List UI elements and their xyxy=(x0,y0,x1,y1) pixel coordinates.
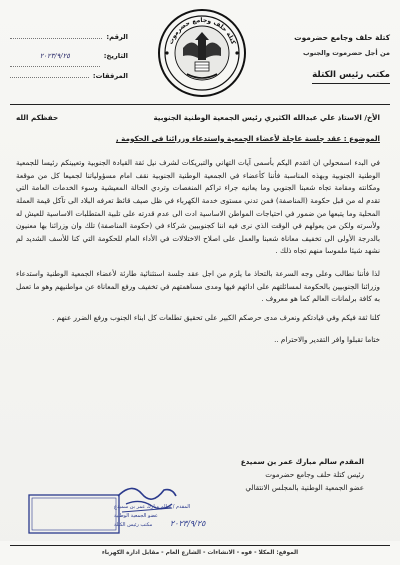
seal-ring-text: كتلة حلف وجامع حضرموت xyxy=(167,16,237,46)
body-paragraph: لذا فأننا نطالب وعلى وجه السرعة بالتحاذ ما يلزم من اجل عقد جلسة استثنائية طارئة لأعضاء الجمعية الوطنية واستدعاء وزرائنا الجنوبيين بالحكومة لمسائلتهم على ادائهم فيها ومدى مساهمتهم في تخفيف ورفع المعاناة عن مواطنيهم وهو ما تعمل به كافة برلمانات العالم كما هو معروف . xyxy=(16,268,380,304)
letter-body xyxy=(16,112,380,353)
organization-name: كتلة حلف وجامع حضرموت xyxy=(294,33,390,42)
addressee: الأخ/ الاستاذ علي عبدالله الكثيري رئيس الجمعية الوطنية الجنوبية xyxy=(153,113,380,122)
signature-block xyxy=(164,455,364,495)
footer-divider xyxy=(10,545,390,546)
attachments-label: المرفقات: xyxy=(92,72,128,80)
reference-number-row xyxy=(10,28,128,47)
date-value: ٢٠٢٣/٩/٢٥ xyxy=(10,47,100,67)
stamp-text-line1: المقدم / سالم مبارك عمر بن سميدع xyxy=(114,504,191,510)
body-paragraph: في البدء اسمحولي ان اتقدم اليكم بأسمى آيات التهاني والتبريكات لشرف نيل ثقة القيادة الجنوبية وتعيينكم رئيسا للجمعية الوطنية الجنوبية وبهذه المناسبة فأننا كأعضاء في الجمعية الوطنية الجنوبية نقف امام مسؤولياتنا لجميعا كل من موقعة ومكانته ومقامة تجاه شعبنا الجنوبي وما يعانيه جراء تراكم المنغصات وتردي الحالة المعيشية وسوء الخدمات العامة التي تقدم له من قبل حكومة (المناصفة) فمن تدني مستوى خدمة الكهرباء في ظل صيف قائظ تعرفه البلاد الى تآكل قيمة العملة المحلية وما يتبعها من ضمور في احتياجات المواطن الاساسية ادت الى عدم قدرته على تلبية المتطلبات الاساسية للعيش له ولأسرته ولكن من يعولهم في الوقت الذي نرى فيه اننا كجنوبيين شركاء في (حكومة المناصفة) تلك وان وزرائنا بها معنيون بالدرجة الأولى الى تخفيف معاناة شعبنا والعمل على اصلاح الاختلالات في الأداء العام للحكومة التي كنا للأسف الشديد لم نشهد شيئا ملموسا منهم تجاه ذلك . xyxy=(16,158,380,256)
subject-line: الموضوع : عقد جلسة عاجلة لأعضاء الجمعية واستدعاء وزرائنا في الحكومة , xyxy=(115,133,380,143)
body-paragraph: كلنا ثقة فيكم وفي قيادتكم ونعرف مدى حرصكم الكبير على تحقيق تطلعات كل ابناء الجنوب ورفع الضرر عنهم . xyxy=(52,312,380,322)
signatory-title: رئيس كتلة حلف وجامع حضرموت xyxy=(265,470,364,480)
closing-line: ختاما تقبلوا وافر التقدير والاحترام .. xyxy=(274,335,380,345)
reference-block xyxy=(10,28,128,86)
organization-seal-logo xyxy=(157,8,247,98)
addressee-line xyxy=(16,112,380,125)
stamp-text-line2: عضو الجمعية الوطنية xyxy=(114,513,158,519)
footer-address: الموقع: المكلا - فوه - الانشاءات - الشارع العام - مقابل ادارة الكهرباء xyxy=(101,550,299,556)
footer xyxy=(0,541,400,565)
attachments-value xyxy=(10,67,89,78)
signatory-title-2: عضو الجمعية الوطنية بالمجلس الانتقالي xyxy=(245,483,364,493)
date-label: التاريخ: xyxy=(103,52,128,60)
attachments-row xyxy=(10,67,128,86)
signatory-name: المقدم سالم مبارك عمر بن سميدع xyxy=(240,457,364,466)
reference-number-value xyxy=(10,28,102,39)
organization-motto: من أجل حضرموت والجنوب xyxy=(302,49,390,57)
handwritten-date: ٢٠٢٣/٩/٢٥ xyxy=(170,519,206,528)
reference-number-label: الرقم: xyxy=(106,33,128,41)
letterhead xyxy=(10,8,390,96)
office-title: مكتب رئيس الكتلة xyxy=(312,68,390,84)
greeting: حفظكم الله xyxy=(16,113,59,122)
date-row xyxy=(10,47,128,67)
stamp-text-line3: مكتب رئيس الكتلة xyxy=(114,522,153,528)
organization-header xyxy=(240,32,390,84)
header-divider xyxy=(10,104,390,105)
